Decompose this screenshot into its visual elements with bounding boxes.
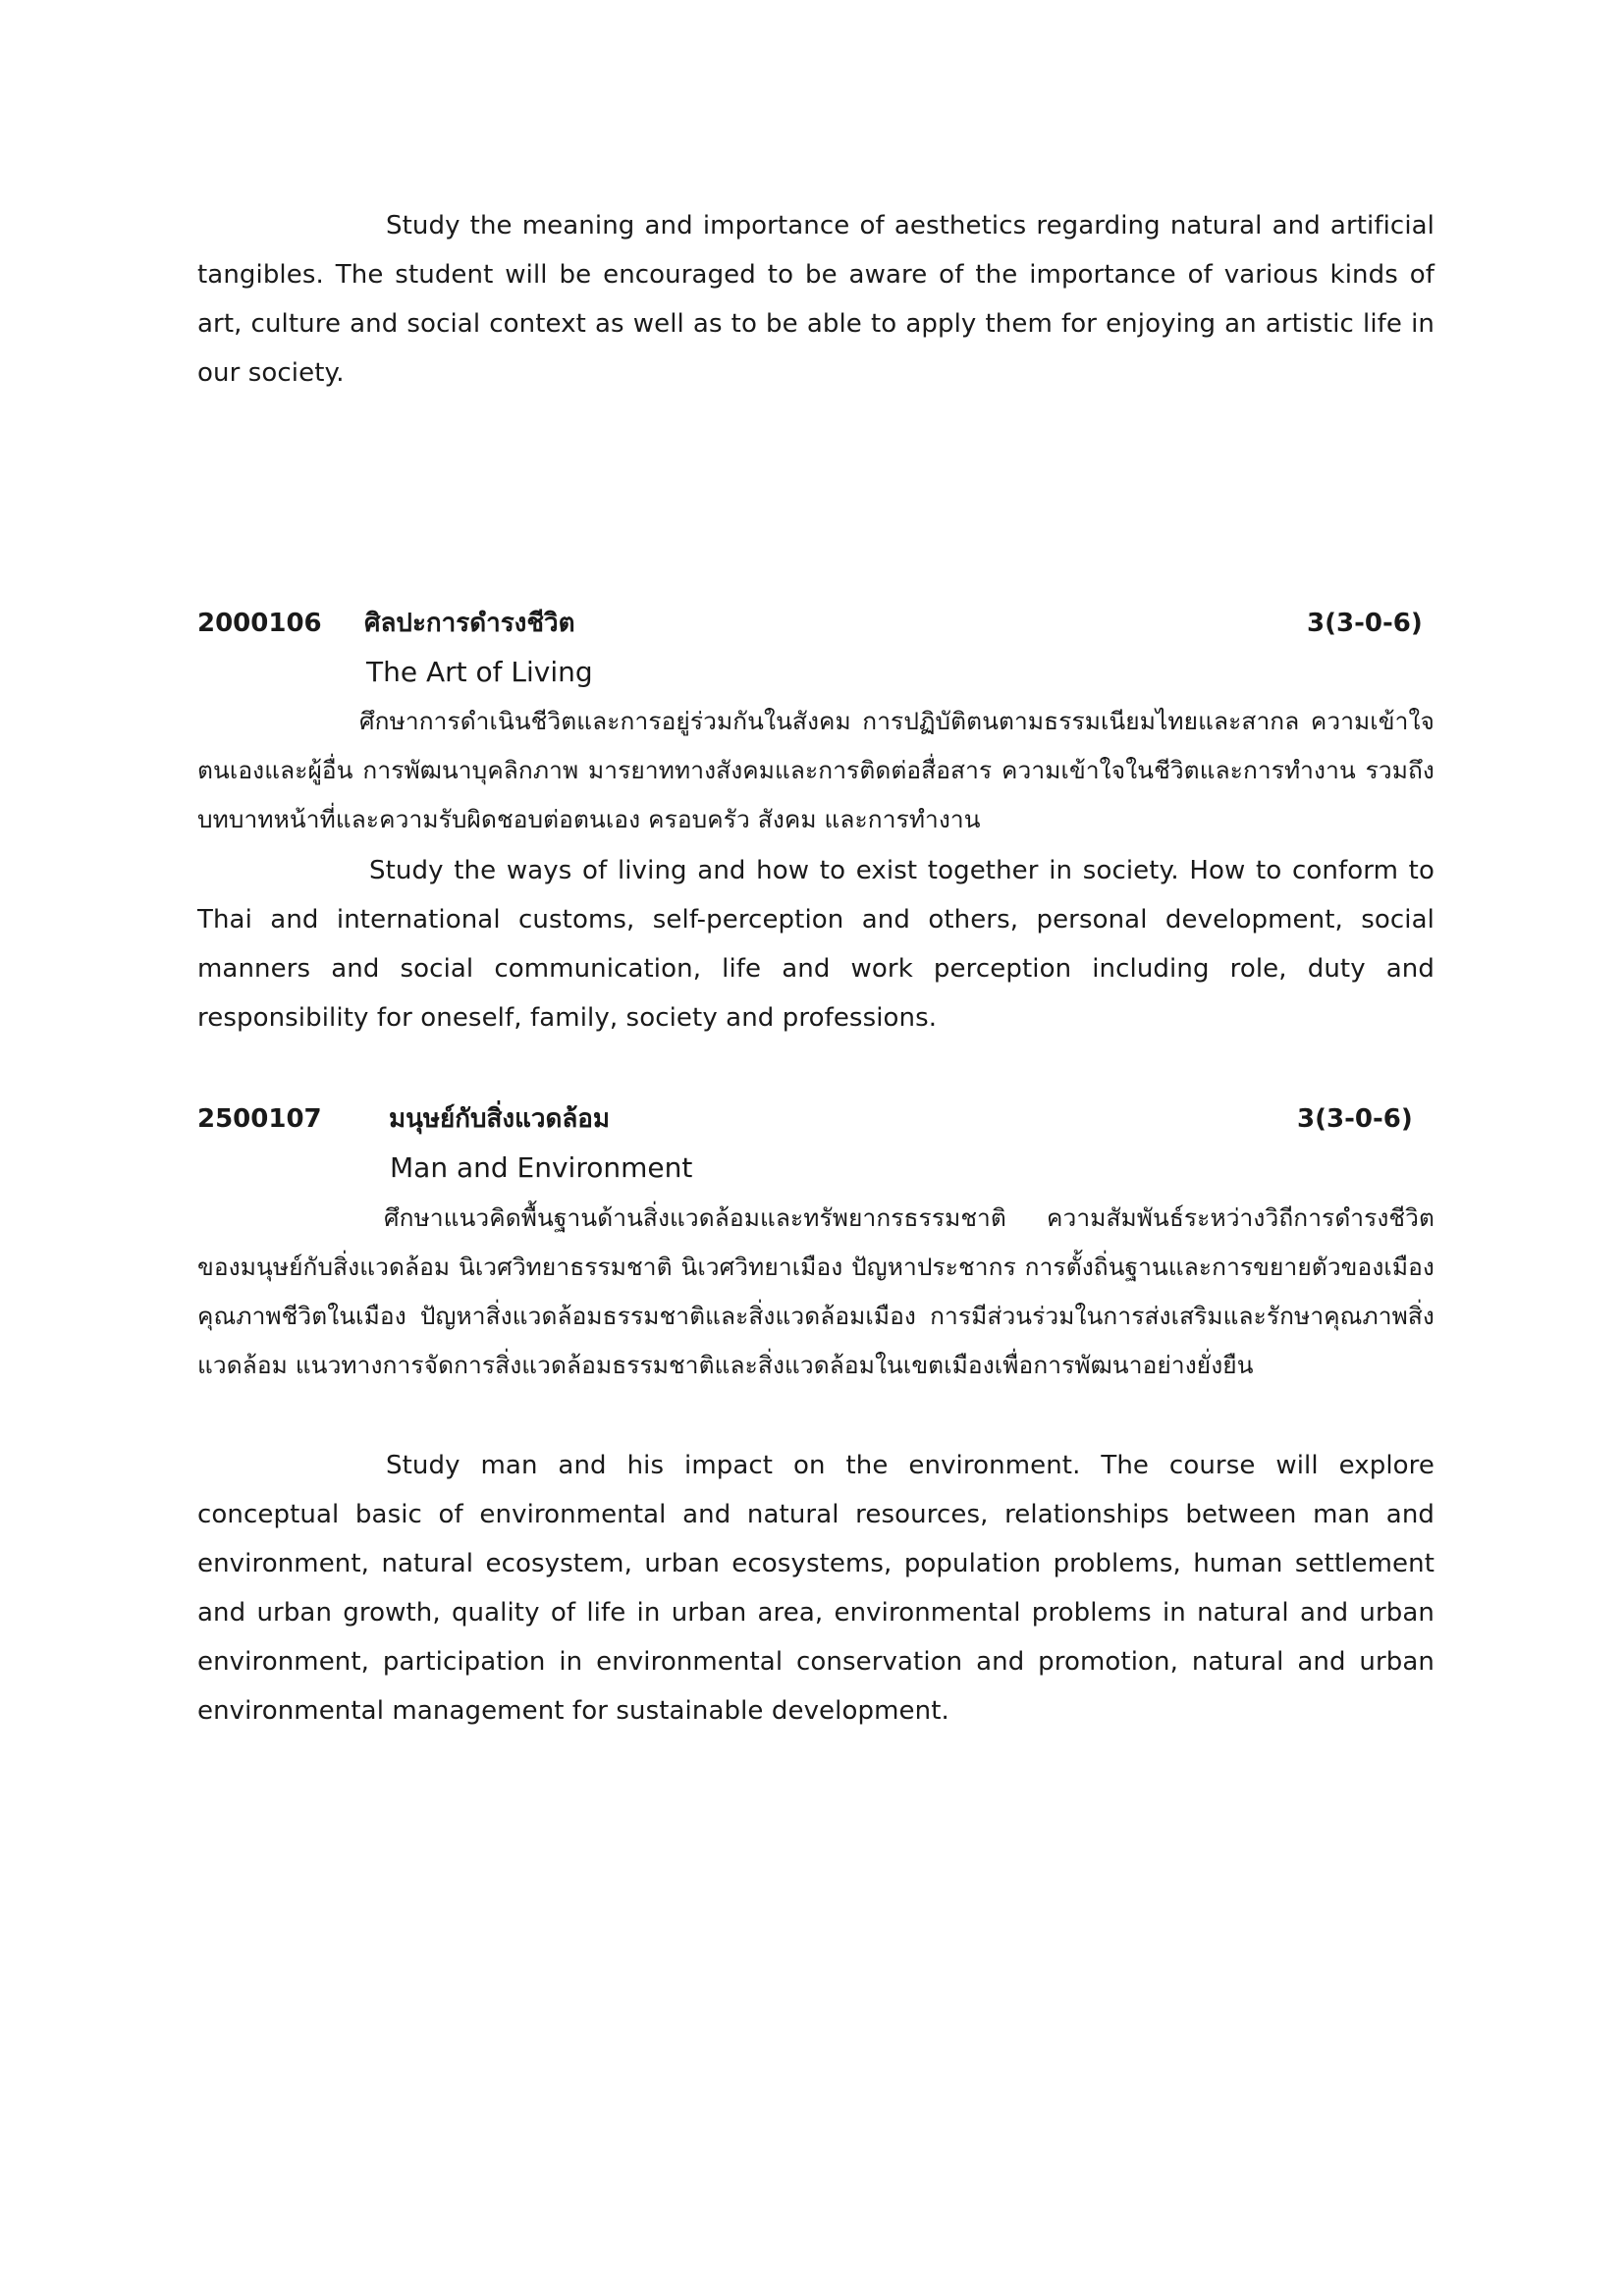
course-header (197, 599, 1435, 648)
course-description-en: Study man and his impact on the environment. The course will explore conceptual basic of environmental and natural resources, relationships between man and environment, natural ecosystem, urban ecosystems, population problems, human settlement and urban growth, quality of life in urban area, environmental problems in natural and urban environment, participation in environmental conservation and promotion, natural and urban environmental management for sustainable development. (197, 1451, 1435, 1726)
course-title-en: Man and Environment (390, 1151, 693, 1184)
course-description-th: ศึกษาแนวคิดพื้นฐานด้านสิ่งแวดล้อมและทรัพยากรธรรมชาติ ความสัมพันธ์ระหว่างวิถีการดำรงชีวิตของมนุษย์กับสิ่งแวดล้อม นิเวศวิทยาธรรมชาติ นิเวศวิทยาเมือง ปัญหาประชากร การตั้งถิ่นฐานและการขยายตัวของเมือง คุณภาพชีวิตในเมือง ปัญหาสิ่งแวดล้อมธรรมชาติและสิ่งแวดล้อมเมือง การมีส่วนร่วมในการส่งเสริมและรักษาคุณภาพสิ่งแวดล้อม แนวทางการจัดการสิ่งแวดล้อมธรรมชาติและสิ่งแวดล้อมในเขตเมืองเพื่อการพัฒนาอย่างยั่งยืน (197, 1203, 1435, 1379)
course-code: 2500107 (197, 1104, 322, 1134)
course-description-th: ศึกษาการดำเนินชีวิตและการอยู่ร่วมกันในสังคม การปฏิบัติตนตามธรรมเนียมไทยและสากล ความเข้าใจตนเองและผู้อื่น การพัฒนาบุคลิกภาพ มารยาททางสังคมและการติดต่อสื่อสาร ความเข้าใจในชีวิตและการทำงาน รวมถึงบทบาทหน้าที่และความรับผิดชอบต่อตนเอง ครอบครัว สังคม และการทำงาน (197, 707, 1435, 833)
course-description-en: Study the ways of living and how to exist together in society. How to conform to Thai and international customs, self-perception and others, personal development, social manners and social communication, life and work perception including role, duty and responsibility for oneself, family, society and professions. (197, 856, 1435, 1033)
course-header (197, 1095, 1435, 1144)
intro-paragraph-en: Study the meaning and importance of aesthetics regarding natural and artificial tangibles. The student will be encouraged to be aware of the importance of various kinds of art, culture and social context as well as to be able to apply them for enjoying an artistic life in our society. (197, 211, 1435, 388)
course-credit: 3(3-0-6) (1297, 1104, 1413, 1134)
course-title-en: The Art of Living (366, 656, 593, 688)
course-title-th: ศิลปะการดำรงชีวิต (364, 609, 575, 638)
course-code: 2000106 (197, 609, 322, 638)
course-title-th: มนุษย์กับสิ่งแวดล้อม (389, 1104, 611, 1134)
course-credit: 3(3-0-6) (1307, 609, 1423, 638)
